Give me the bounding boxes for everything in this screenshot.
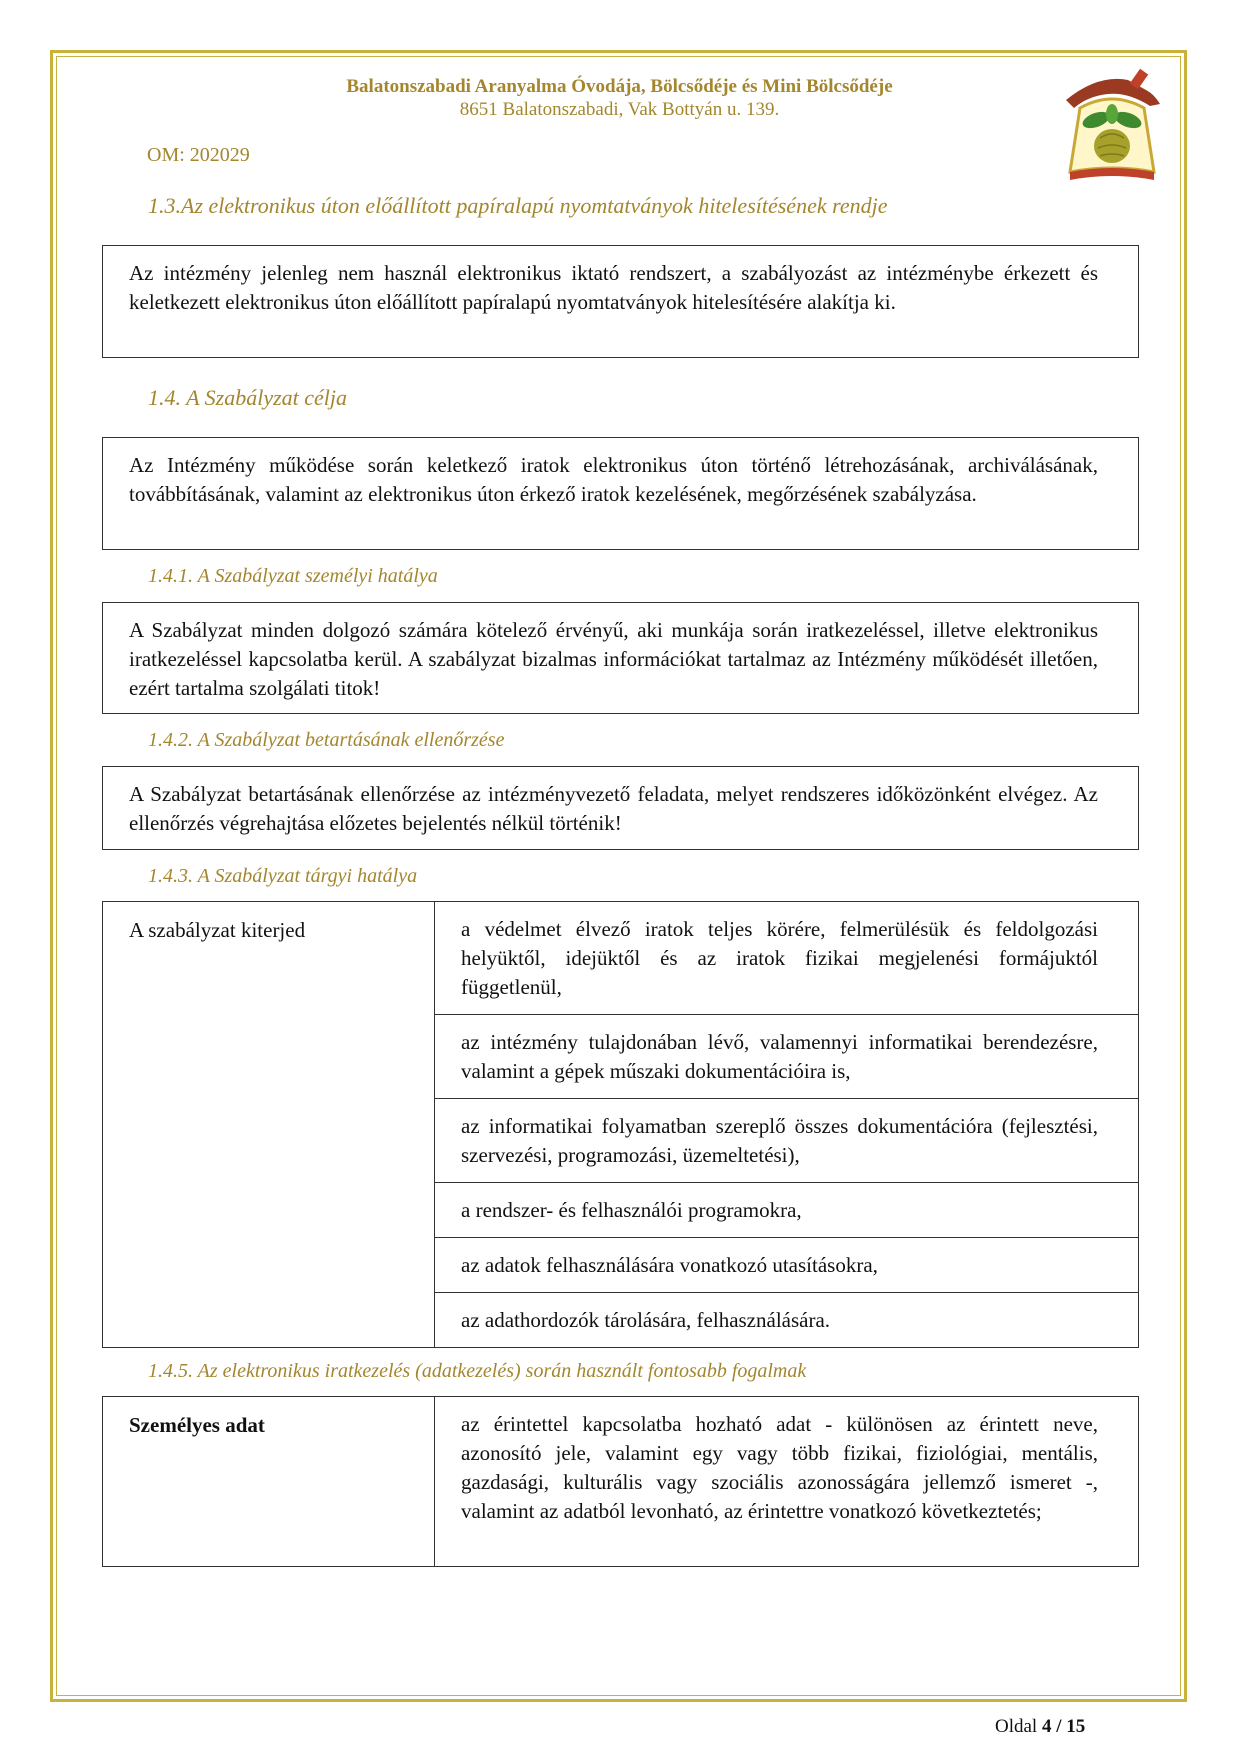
page-current: 4 <box>1041 1716 1052 1737</box>
page-prefix: Oldal <box>995 1716 1038 1737</box>
institution-address: 8651 Balatonszabadi, Vak Bottyán u. 139. <box>459 99 780 120</box>
section-1-4-1-text: A Szabályzat minden dolgozó számára kötelező érvényű, aki munkája során iratkezeléssel, illetve elektronikus iratkezeléssel kapcsolatba kerül. A szabályzat bizalmas információkat tartalmaz az Intézmény működését illetően, ezért tartalma szolgálati titok! <box>129 618 1098 700</box>
section-1-3-box <box>102 245 1139 358</box>
section-1-4-1-title: 1.4.1. A Szabályzat személyi hatálya <box>148 565 438 587</box>
section-1-4-2-title: 1.4.2. A Szabályzat betartásának ellenőrzése <box>148 729 505 751</box>
om-number: OM: 202029 <box>147 144 250 166</box>
scope-item: a rendszer- és felhasználói programokra, <box>435 1183 1139 1238</box>
section-1-4-box <box>102 437 1139 550</box>
section-1-4-5-title: 1.4.5. Az elektronikus iratkezelés (adatkezelés) során használt fontosabb fogalmak <box>148 1360 807 1382</box>
institution-name: Balatonszabadi Aranyalma Óvodája, Bölcsődéje és Mini Bölcsődéje <box>346 76 893 97</box>
scope-item: az intézmény tulajdonában lévő, valamennyi informatikai berendezésre, valamint a gépek műszaki dokumentációira is, <box>435 1015 1139 1099</box>
section-1-4-1-box <box>102 602 1139 714</box>
definition-term: Személyes adat <box>103 1397 435 1567</box>
scope-item: a védelmet élvező iratok teljes körére, felmerülésük és feldolgozási helyüktől, idejüktől és az iratok fizikai megjelenési formájuktól függetlenül, <box>435 902 1139 1015</box>
page-separator: / <box>1056 1716 1062 1737</box>
section-1-3-text: Az intézmény jelenleg nem használ elektronikus iktató rendszert, a szabályozást az intézménybe érkezett és keletkezett elektronikus úton előállított papíralapú nyomtatványok hitelesítésére alakítja ki. <box>129 261 1098 314</box>
scope-item: az adathordozók tárolására, felhasználására. <box>435 1293 1139 1348</box>
section-1-3-title: 1.3.Az elektronikus úton előállított papíralapú nyomtatványok hitelesítésének rendje <box>148 193 888 218</box>
page-total: 15 <box>1066 1716 1086 1737</box>
section-1-4-title: 1.4. A Szabályzat célja <box>148 385 348 410</box>
definition-text: az érintettel kapcsolatba hozható adat - különösen az érintett neve, azonosító jele, valamint egy vagy több fizikai, fiziológiai, mentális, gazdasági, kulturális vagy szociális azonosságára jellemző ismeret -, valamint az adatból levonható, az érintettre vonatkozó következtetés; <box>435 1397 1139 1567</box>
scope-table <box>102 901 1139 1348</box>
definitions-table <box>102 1396 1139 1567</box>
scope-item: az informatikai folyamatban szereplő összes dokumentációra (fejlesztési, szervezési, programozási, üzemeltetési), <box>435 1099 1139 1183</box>
section-1-4-3-title: 1.4.3. A Szabályzat tárgyi hatálya <box>148 865 418 887</box>
page-number <box>995 1716 1085 1738</box>
scope-item: az adatok felhasználására vonatkozó utasításokra, <box>435 1238 1139 1293</box>
section-1-4-text: Az Intézmény működése során keletkező iratok elektronikus úton történő létrehozásának, archiválásának, továbbításának, valamint az elektronikus úton érkező iratok kezelésének, megőrzésének szabályzása. <box>129 453 1098 506</box>
section-1-4-2-box <box>102 766 1139 850</box>
apple-bell-logo-icon <box>1058 68 1166 186</box>
scope-label: A szabályzat kiterjed <box>103 902 435 1348</box>
section-1-4-2-text: A Szabályzat betartásának ellenőrzése az intézményvezető feladata, melyet rendszeres időközönként elvégez. Az ellenőrzés végrehajtása előzetes bejelentés nélkül történik! <box>129 782 1098 835</box>
